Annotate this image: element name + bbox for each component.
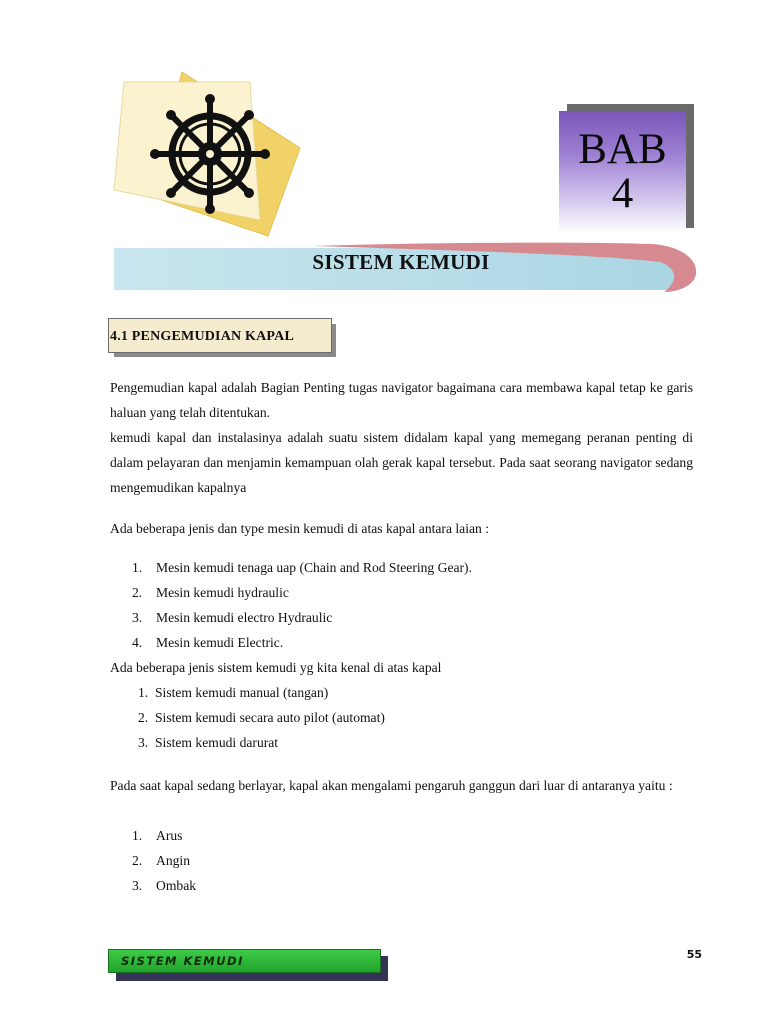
paragraph-definition: Pengemudian kapal adalah Bagian Penting tugas navigator bagaimana cara membawa kapal tetap ke garis haluan yang telah ditentukan.	[110, 380, 693, 420]
paragraph-disturbance: Pada saat kapal sedang berlayar, kapal akan mengalami pengaruh ganggun dari luar di antaranya yaitu :	[110, 778, 673, 793]
list-item: 2. Sistem kemudi secara auto pilot (automat)	[138, 710, 385, 725]
bab-word: BAB	[578, 126, 667, 173]
paragraph-machine-intro: Ada beberapa jenis dan type mesin kemudi di atas kapal antara laian :	[110, 521, 489, 536]
list-item: 1. Mesin kemudi tenaga uap (Chain and Rod Steering Gear).	[132, 560, 472, 575]
list-disturbances	[110, 823, 693, 898]
list-item: 4. Mesin kemudi Electric.	[132, 635, 284, 650]
list-item: 3. Mesin kemudi electro Hydraulic	[132, 610, 333, 625]
list-item: 3. Sistem kemudi darurat	[138, 735, 279, 750]
list-item: 3. Ombak	[132, 878, 197, 893]
paragraph-system: kemudi kapal dan instalasinya adalah suatu sistem didalam kapal yang memegang peranan penting di dalam pelayaran dan menjamin kemampuan olah gerak kapal tersebut. Pada saat seorang navigator sedang mengemudikan kapalnya	[110, 430, 693, 495]
bab-number: 4	[611, 170, 634, 217]
list-item: 1. Arus	[132, 828, 183, 843]
section-heading: 4.1 PENGEMUDIAN KAPAL	[108, 318, 332, 353]
ship-wheel-icon	[110, 68, 310, 243]
list-steering-systems	[110, 680, 693, 755]
chapter-number-box	[559, 111, 686, 233]
chapter-title: SISTEM KEMUDI	[312, 250, 490, 274]
list-item: 2. Angin	[132, 853, 190, 868]
list-item: 2. Mesin kemudi hydraulic	[132, 585, 289, 600]
list-steering-machines	[110, 555, 693, 655]
paragraph-system-intro: Ada beberapa jenis sistem kemudi yg kita kenal di atas kapal	[110, 660, 442, 675]
page-number: 55	[686, 948, 702, 961]
list-item: 1. Sistem kemudi manual (tangan)	[138, 685, 329, 700]
footer-label: SISTEM KEMUDI	[108, 949, 381, 973]
